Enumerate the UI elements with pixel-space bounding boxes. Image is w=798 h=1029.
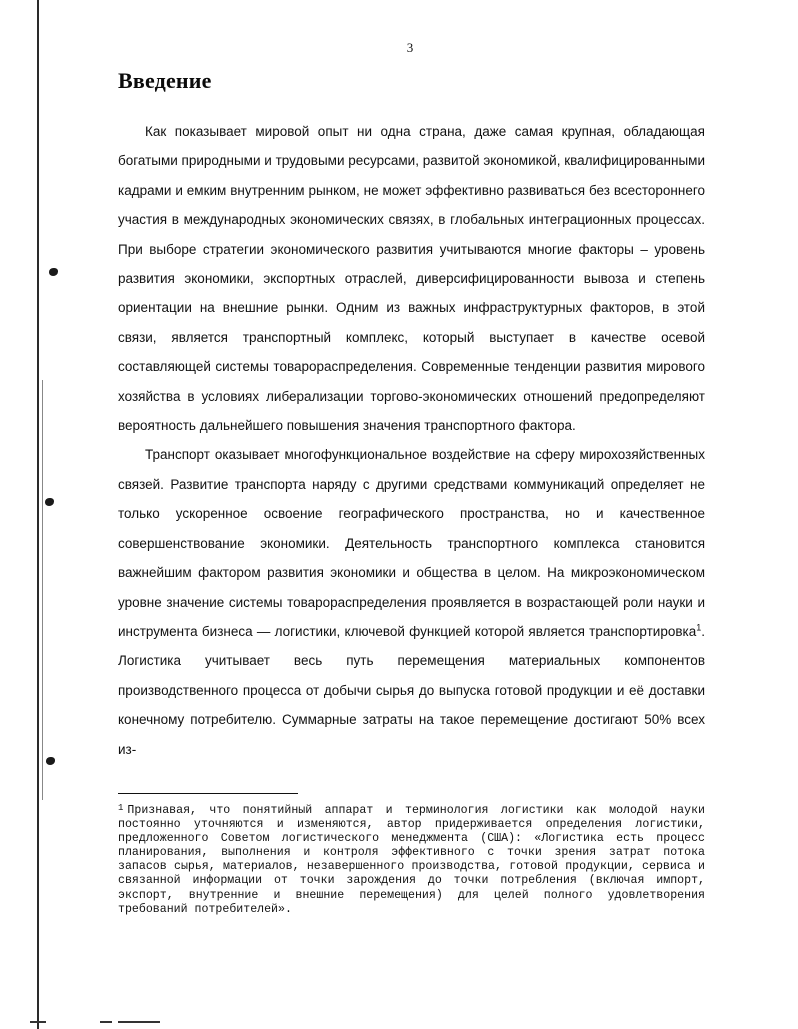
scan-edge-mark [118, 1021, 160, 1023]
scan-edge-mark [100, 1021, 112, 1023]
paragraph-text: Транспорт оказывает многофункциональное воздействие на сферу мирохозяйственных связей. Развитие транспорта наряду с другими средствами коммуникаций определяет не только ускоренное освоение географического пространства, но и качественное совершенствование экономики. Деятельность транспортного комплекса становится важнейшим фактором развития экономики и общества в целом. На микроэкономическом уровне значение системы товарораспределения проявляется в возрастающей роли науки и инструмента бизнеса — логистики, ключевой функцией которой является транспортировка [118, 447, 705, 639]
footnote [118, 801, 705, 917]
footnote-marker: 1 [118, 803, 124, 813]
paragraph [118, 440, 705, 763]
punch-hole-mark [45, 498, 54, 506]
page-number: 3 [406, 40, 414, 55]
scan-binding-line [37, 0, 39, 1029]
footnote-reference[interactable]: 1 [696, 622, 702, 633]
footnote-text: Признавая, что понятийный аппарат и терминология логистики как молодой науки постоянно уточняются и изменяются, автор придерживается определения логистики, предложенного Советом логистического менеджмента (США): «Логистика есть процесс планирования, выполнения и контроля эффективного с точки зрения затрат потока запасов сырья, материалов, незавершенного производства, готовой продукции, сервиса и связанной информации от точки зарождения до точки потребления (включая импорт, экспорт, внутренние и внешние перемещения) для целей полного удовлетворения требований потребителей». [118, 804, 705, 916]
scan-edge-mark [30, 1021, 46, 1023]
punch-hole-mark [46, 757, 55, 765]
punch-hole-mark [49, 268, 58, 276]
paragraph-text: Как показывает мировой опыт ни одна страна, даже самая крупная, обладающая богатыми природными и трудовыми ресурсами, развитой экономикой, квалифицированными кадрами и емким внутренним рынком, не может эффективно развиваться без всестороннего участия в международных экономических связях, в глобальных интеграционных процессах. При выборе стратегии экономического развития учитываются многие факторы – уровень развития экономики, экспортных отраслей, диверсифицированности вывоза и степень ориентации на внешние рынки. Одним из важных инфраструктурных факторов, в этой связи, является транспортный комплекс, который выступает в качестве осевой составляющей системы товарораспределения. Современные тенденции развития мирового хозяйства в условиях либерализации торгово-экономических отношений предопределяют вероятность дальнейшего повышения значения транспортного фактора. [118, 124, 705, 434]
scan-binding-line-faint [42, 380, 43, 800]
paragraph-text: . Логистика учитывает весь путь перемещения материальных компонентов производственного процесса от добычи сырья до выпуска готовой продукции и её доставки конечному потребителю. Суммарные затраты на такое перемещение достигают 50% всех из- [118, 623, 705, 757]
page-title: Введение [118, 68, 212, 93]
body-text [118, 117, 705, 764]
paragraph [118, 117, 705, 440]
footnote-separator [118, 793, 298, 794]
